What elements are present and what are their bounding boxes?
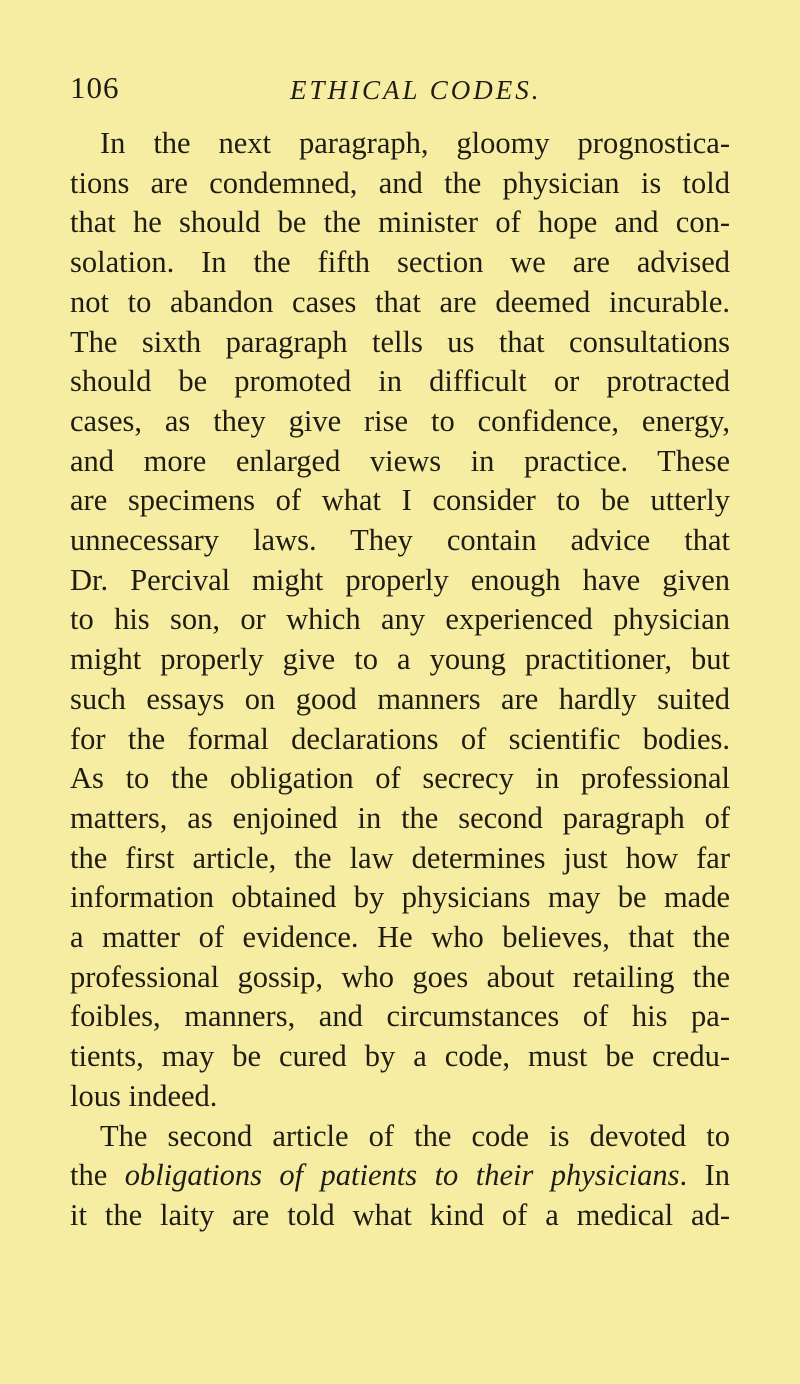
text-line: solation. In the fifth section we are advised <box>70 245 730 280</box>
text-line: The second article of the code is devoted to <box>100 1118 730 1153</box>
text-line: As to the obligation of secrecy in professional <box>70 761 730 796</box>
book-page <box>70 70 730 1236</box>
italic-phrase: obligations of patients to their physicians <box>124 1158 680 1193</box>
text-line: professional gossip, who goes about retailing the <box>70 959 730 994</box>
text-line: should be promoted in difficult or protracted <box>70 364 730 399</box>
text-line: that he should be the minister of hope and con- <box>70 205 730 240</box>
text-line: In the next paragraph, gloomy prognostica- <box>100 126 730 160</box>
text-line: might properly give to a young practitioner, but <box>70 642 730 677</box>
text-line: for the formal declarations of scientific bodies. <box>70 721 730 756</box>
page-number: 106 <box>70 70 120 105</box>
text-run: . In <box>679 1158 730 1193</box>
text-line: lous indeed. <box>70 1078 218 1113</box>
text-line: tions are condemned, and the physician is told <box>70 165 730 200</box>
text-line: matters, as enjoined in the second paragraph of <box>70 800 730 835</box>
running-head <box>70 70 730 114</box>
text-line: tients, may be cured by a code, must be credu- <box>70 1039 730 1074</box>
text-line: foibles, manners, and circumstances of his pa- <box>70 999 730 1034</box>
text-line: such essays on good manners are hardly suited <box>70 681 730 716</box>
text-line: information obtained by physicians may be made <box>70 880 730 915</box>
text-line: and more enlarged views in practice. These <box>70 443 730 478</box>
text-line: Dr. Percival might properly enough have given <box>70 562 730 597</box>
text-line: unnecessary laws. They contain advice that <box>70 523 730 558</box>
text-run: the <box>70 1158 125 1193</box>
running-title: ETHICAL CODES. <box>290 75 542 105</box>
text-line: the first article, the law determines just how far <box>70 840 730 875</box>
text-line: a matter of evidence. He who believes, that the <box>70 920 730 955</box>
text-line: it the laity are told what kind of a medical ad- <box>70 1197 730 1232</box>
body-text <box>70 124 730 1236</box>
text-line-with-italic <box>70 1156 730 1196</box>
text-line: The sixth paragraph tells us that consultations <box>70 324 730 359</box>
text-line: not to abandon cases that are deemed incurable. <box>70 284 730 319</box>
text-line: are specimens of what I consider to be utterly <box>70 483 730 518</box>
text-line: to his son, or which any experienced physician <box>70 602 730 637</box>
text-line: cases, as they give rise to confidence, energy, <box>70 403 730 438</box>
